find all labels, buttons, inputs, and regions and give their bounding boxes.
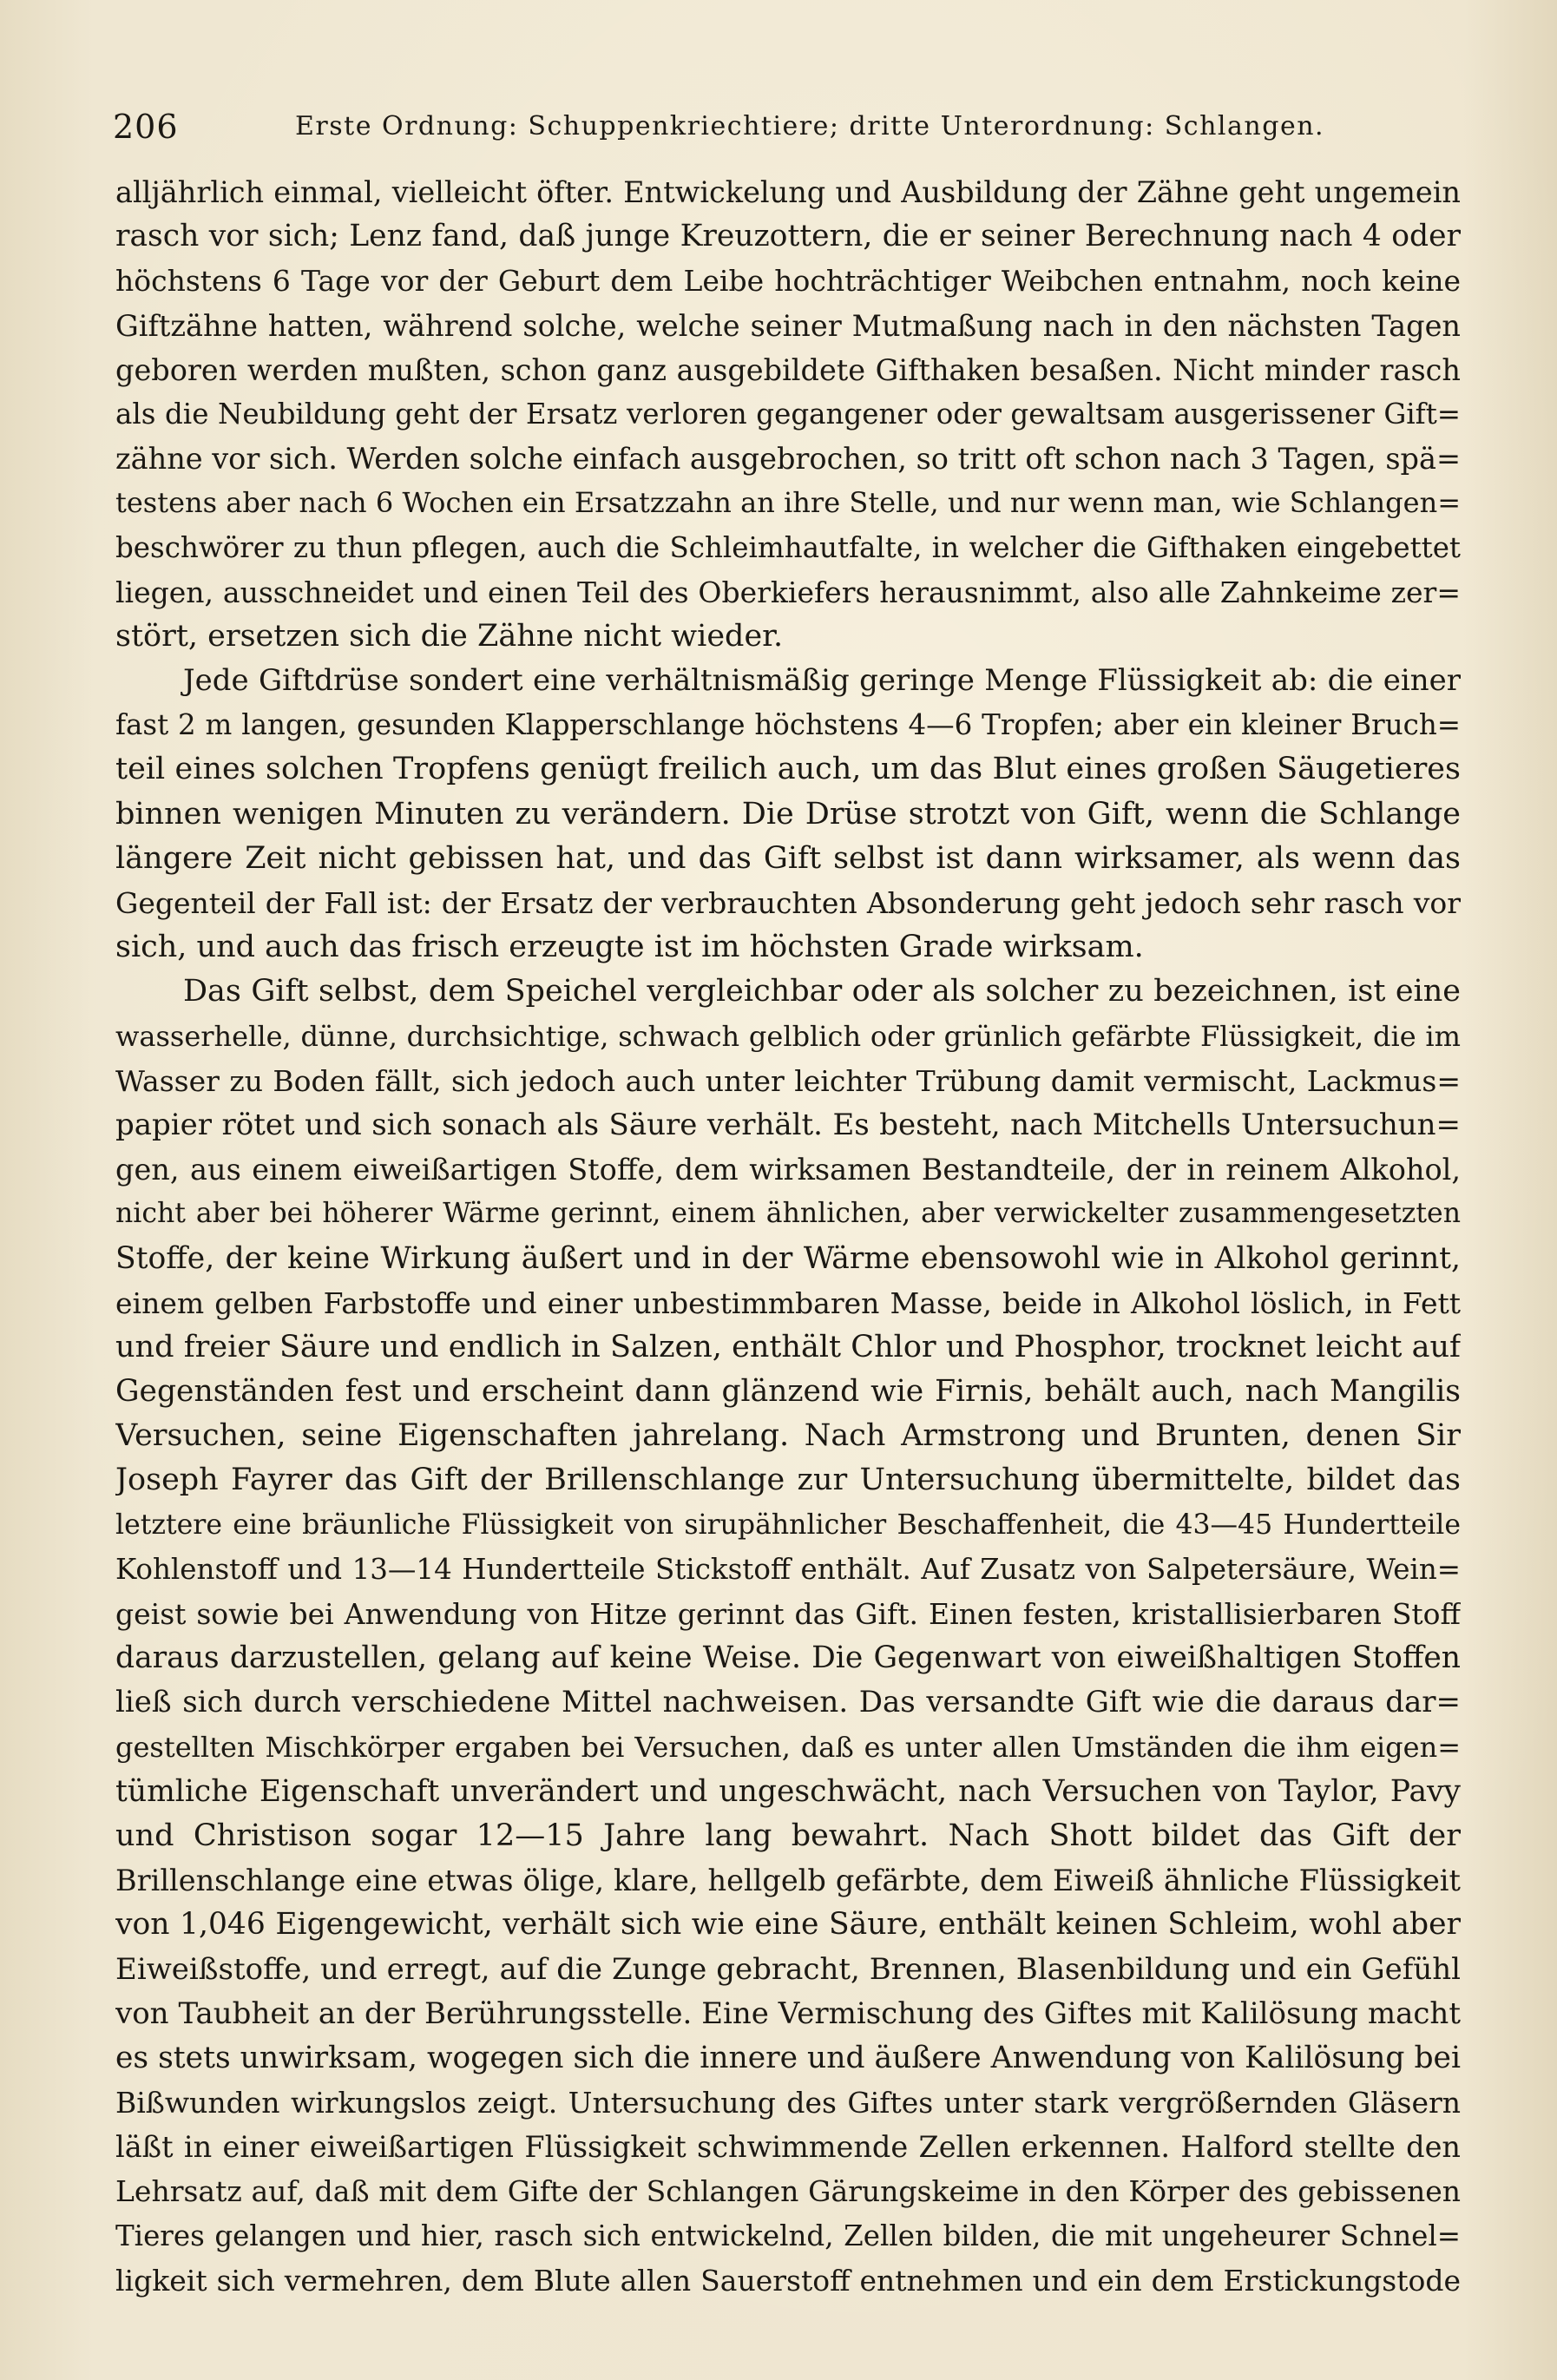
text-line: sich, und auch das frisch erzeugte ist im höchsten Grade wirksam. [115, 930, 1144, 965]
text-line: von 1,046 Eigengewicht, verhält sich wie eine Säure, enthält keinen Schleim, wohl aber [115, 1907, 1461, 1943]
text-line: wasserhelle, dünne, durchsichtige, schwach gelblich oder grünlich gefärbte Flüssigkeit, die im [115, 1019, 1461, 1053]
text-line: Stoffe, der keine Wirkung äußert und in der Wärme ebensowohl wie in Alkohol gerinnt, [115, 1240, 1461, 1276]
text-line: Giftzähne hatten, während solche, welche seiner Mutmaßung nach in den nächsten Tagen [115, 308, 1461, 343]
text-line: Lehrsatz auf, daß mit dem Gifte der Schlangen Gärungskeime in den Körper des gebissenen [115, 2174, 1461, 2209]
text-line: letztere eine bräunliche Flüssigkeit von sirupähnlicher Beschaffenheit, die 43—45 Hundertteile [115, 1509, 1461, 1541]
text-line: Wasser zu Boden fällt, sich jedoch auch unter leichter Trübung damit vermischt, Lackmus= [115, 1063, 1461, 1098]
text-line: höchstens 6 Tage vor der Geburt dem Leibe hochträchtiger Weibchen entnahm, noch keine [115, 264, 1461, 299]
text-line: Joseph Fayrer das Gift der Brillenschlange zur Untersuchung übermittelte, bildet das [115, 1463, 1461, 1498]
running-head-title: Erste Ordnung: Schuppenkriechtiere; dritte Unterordnung: Schlangen. [295, 111, 1325, 141]
text-line: Bißwunden wirkungslos zeigt. Untersuchung des Giftes unter stark vergrößernden Gläsern [115, 2086, 1461, 2120]
text-line: testens aber nach 6 Wochen ein Ersatzzahn an ihre Stelle, und nur wenn man, wie Schlangen= [115, 486, 1461, 520]
text-line: fast 2 m langen, gesunden Klapperschlange höchstens 4—6 Tropfen; aber ein kleiner Bruch= [115, 708, 1461, 742]
text-line: und freier Säure und endlich in Salzen, enthält Chlor und Phosphor, trocknet leicht auf [115, 1329, 1461, 1364]
text-line: und Christison sogar 12—15 Jahre lang bewahrt. Nach Shott bildet das Gift der [115, 1818, 1461, 1853]
text-line: liegen, ausschneidet und einen Teil des Oberkiefers herausnimmt, also alle Zahnkeime zer= [115, 575, 1461, 609]
text-line: von Taubheit an der Berührungsstelle. Eine Vermischung des Giftes mit Kalilösung macht [115, 1995, 1461, 2031]
text-line: gestellten Mischkörper ergaben bei Versuchen, daß es unter allen Umständen die ihm eigen= [115, 1730, 1461, 1764]
text-line: gen, aus einem eiweißartigen Stoffe, dem wirksamen Bestandteile, der in reinem Alkohol, [115, 1153, 1461, 1187]
text-line: einem gelben Farbstoffe und einer unbestimmbaren Masse, beide in Alkohol löslich, in Fett [115, 1285, 1461, 1320]
text-line: zähne vor sich. Werden solche einfach ausgebrochen, so tritt oft schon nach 3 Tagen, spä= [115, 442, 1461, 477]
text-line: ligkeit sich vermehren, dem Blute allen Sauerstoff entnehmen und ein dem Erstickungstode [115, 2263, 1461, 2298]
text-line: es stets unwirksam, wogegen sich die innere und äußere Anwendung von Kalilösung bei [115, 2040, 1461, 2075]
text-line: daraus darzustellen, gelang auf keine Weise. Die Gegenwart von eiweißhaltigen Stoffen [115, 1640, 1461, 1676]
text-line: nicht aber bei höherer Wärme gerinnt, einem ähnlichen, aber verwickelter zusammengesetzten [115, 1198, 1461, 1230]
text-line: ließ sich durch verschiedene Mittel nachweisen. Das versandte Gift wie die daraus dar= [115, 1685, 1461, 1720]
text-line: rasch vor sich; Lenz fand, daß junge Kreuzottern, die er seiner Berechnung nach 4 oder [115, 219, 1461, 254]
text-line: Brillenschlange eine etwas ölige, klare, hellgelb gefärbte, dem Eiweiß ähnliche Flüssigkeit [115, 1864, 1461, 1898]
paragraph-start-line: Jede Giftdrüse sondert eine verhältnismäßig geringe Menge Flüssigkeit ab: die einer [183, 663, 1461, 699]
text-line: Versuchen, seine Eigenschaften jahrelang. Nach Armstrong und Brunten, denen Sir [115, 1418, 1461, 1454]
page-number: 206 [113, 108, 179, 146]
body-text [115, 170, 1461, 2303]
text-line: papier rötet und sich sonach als Säure verhält. Es besteht, nach Mitchells Untersuchun= [115, 1107, 1461, 1142]
text-line: teil eines solchen Tropfens genügt freilich auch, um das Blut eines großen Säugetieres [115, 752, 1461, 787]
text-line: beschwörer zu thun pflegen, auch die Schleimhautfalte, in welcher die Gifthaken eingebettet [115, 530, 1461, 564]
text-line: längere Zeit nicht gebissen hat, und das Gift selbst ist dann wirksamer, als wenn das [115, 840, 1461, 876]
text-line: läßt in einer eiweißartigen Flüssigkeit schwimmende Zellen erkennen. Halford stellte den [115, 2130, 1461, 2165]
running-head [113, 102, 1467, 155]
text-line: binnen wenigen Minuten zu verändern. Die Drüse strotzt von Gift, wenn die Schlange [115, 796, 1461, 832]
text-line: Kohlenstoff und 13—14 Hundertteile Stickstoff enthält. Auf Zusatz von Salpetersäure, Wein= [115, 1552, 1461, 1586]
text-line: Gegenständen fest und erscheint dann glänzend wie Firnis, behält auch, nach Mangilis [115, 1374, 1461, 1410]
paragraph-start-line: Das Gift selbst, dem Speichel vergleichbar oder als solcher zu bezeichnen, ist eine [183, 974, 1461, 1009]
text-line: Tieres gelangen und hier, rasch sich entwickelnd, Zellen bilden, die mit ungeheurer Schnel= [115, 2219, 1461, 2252]
text-line: geist sowie bei Anwendung von Hitze gerinnt das Gift. Einen festen, kristallisierbaren Stoff [115, 1597, 1461, 1631]
text-line: Eiweißstoffe, und erregt, auf die Zunge gebracht, Brennen, Blasenbildung und ein Gefühl [115, 1951, 1461, 1987]
text-line: Gegenteil der Fall ist: der Ersatz der verbrauchten Absonderung geht jedoch sehr rasch vor [115, 886, 1461, 920]
text-line: tümliche Eigenschaft unverändert und ungeschwächt, nach Versuchen von Taylor, Pavy [115, 1773, 1461, 1809]
text-line: stört, ersetzen sich die Zähne nicht wieder. [115, 618, 784, 654]
text-line: geboren werden mußten, schon ganz ausgebildete Gifthaken besaßen. Nicht minder rasch [115, 352, 1461, 387]
text-line: alljährlich einmal, vielleicht öfter. Entwickelung und Ausbildung der Zähne geht ungemein [115, 175, 1461, 209]
text-line: als die Neubildung geht der Ersatz verloren gegangener oder gewaltsam ausgerissener Gift= [115, 397, 1461, 431]
